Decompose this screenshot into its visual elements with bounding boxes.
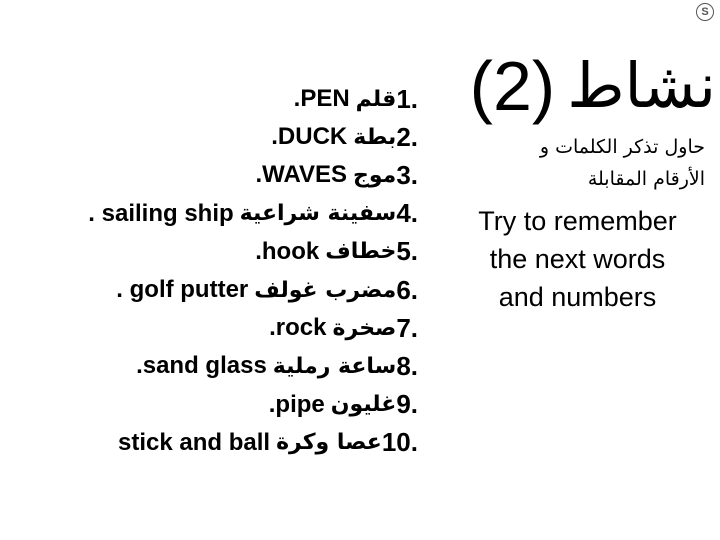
list-item bbox=[20, 271, 418, 309]
item-arabic: بطة bbox=[353, 124, 397, 150]
item-english: stick and ball bbox=[118, 428, 271, 456]
item-arabic: مضرب غولف bbox=[254, 277, 397, 303]
activity-title-arabic: نشاط bbox=[567, 49, 716, 122]
item-number: 3. bbox=[396, 159, 418, 190]
list-item bbox=[20, 80, 418, 118]
instruction-arabic-line-2: الأرقام المقابلة bbox=[587, 168, 705, 190]
list-item bbox=[20, 386, 418, 424]
item-number: 2. bbox=[396, 121, 418, 152]
item-number: 5. bbox=[396, 236, 418, 267]
item-arabic: خطاف bbox=[325, 239, 397, 265]
item-english: .PEN bbox=[293, 85, 350, 113]
item-number: 10. bbox=[381, 427, 418, 458]
item-number: 6. bbox=[396, 274, 418, 305]
item-number: 7. bbox=[396, 312, 418, 343]
item-english: .WAVES bbox=[255, 161, 348, 189]
item-arabic: سفينة شراعية bbox=[239, 201, 397, 227]
instruction-english-line-2: the next words bbox=[489, 244, 666, 274]
item-arabic: صخرة bbox=[332, 315, 397, 341]
instruction-english-line-1: Try to remember bbox=[478, 206, 677, 236]
list-item bbox=[20, 347, 418, 385]
list-item bbox=[20, 309, 418, 347]
item-arabic: عصا وكرة bbox=[276, 430, 382, 456]
item-english: .sand glass bbox=[136, 352, 267, 380]
item-arabic: موج bbox=[353, 162, 397, 188]
word-list bbox=[20, 80, 418, 462]
item-arabic: ساعة رملية bbox=[272, 353, 397, 379]
list-item bbox=[20, 424, 418, 462]
list-item bbox=[20, 195, 418, 233]
activity-number: (2) bbox=[469, 47, 556, 125]
item-english: .hook bbox=[255, 237, 320, 265]
activity-title bbox=[446, 40, 716, 132]
list-item bbox=[20, 118, 418, 156]
logo-icon: S bbox=[696, 3, 714, 21]
item-number: 9. bbox=[396, 389, 418, 420]
item-english: . golf putter bbox=[116, 276, 249, 304]
instruction-arabic-line-1: حاول تذكر الكلمات و bbox=[539, 136, 705, 158]
item-number: 8. bbox=[396, 350, 418, 381]
item-arabic: غليون bbox=[330, 392, 397, 418]
item-number: 4. bbox=[396, 198, 418, 229]
item-number: 1. bbox=[396, 83, 418, 114]
list-item bbox=[20, 233, 418, 271]
item-english: . sailing ship bbox=[88, 199, 234, 227]
item-english: .pipe bbox=[268, 390, 325, 418]
list-item bbox=[20, 156, 418, 194]
instruction-english-line-3: and numbers bbox=[498, 282, 657, 312]
item-arabic: قلم bbox=[355, 86, 397, 112]
item-english: .rock bbox=[269, 314, 327, 342]
item-english: .DUCK bbox=[271, 123, 348, 151]
